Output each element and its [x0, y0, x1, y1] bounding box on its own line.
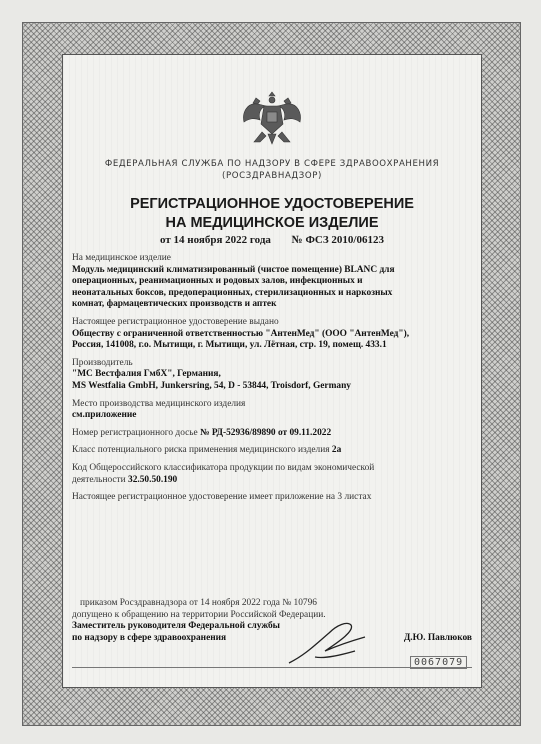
signer-name: Д.Ю. Павлюков: [403, 632, 472, 643]
device-line: комнат, фармацевтических производств и аптек: [72, 299, 277, 310]
okpd-code: 32.50.50.190: [128, 474, 178, 485]
device-line: операционных, реанимационных и родовых залов, инфекционных и: [72, 276, 363, 287]
order-line: приказом Росздравнадзора от 14 ноября 2022 года № 10796: [80, 598, 317, 608]
agency-name: ФЕДЕРАЛЬНАЯ СЛУЖБА ПО НАДЗОРУ В СФЕРЕ ЗДРАВООХРАНЕНИЯ: [104, 159, 440, 169]
dossier-line: [72, 428, 472, 440]
device-line: неонатальных боксов, предоперационных, стерилизационных и наркозных: [72, 287, 393, 298]
signer-title: по надзору в сфере здравоохранения: [72, 632, 227, 643]
agency-heading: [72, 158, 472, 182]
issue-date-line: [72, 234, 472, 246]
production-value: см.приложение: [72, 410, 137, 421]
title-line-2: НА МЕДИЦИНСКОЕ ИЗДЕЛИЕ: [165, 215, 379, 231]
risk-class-label: Класс потенциального риска применения медицинского изделия: [72, 445, 330, 456]
signer-title: Заместитель руководителя Федеральной службы: [72, 621, 280, 632]
manufacturer-line: MS Westfalia GmbH, Junkersring, 54, D - 53844, Troisdorf, Germany: [72, 380, 351, 391]
manufacturer-line: "МС Вестфалия ГмбХ", Германия,: [72, 369, 221, 380]
risk-class-line: [72, 445, 472, 457]
holder-line: Россия, 141008, г.о. Мытищи, г. Мытищи, ул. Лётная, стр. 19, помещ. 433.1: [72, 340, 387, 351]
okpd-label-cont: деятельности: [72, 474, 126, 485]
signature-scribble: [285, 615, 375, 670]
okpd-label: Код Общероссийского классификатора продукции по видам экономической: [72, 462, 375, 473]
device-line: Модуль медицинский климатизированный (чистое помещение) BLANC для: [72, 264, 395, 275]
serial-number: 0067079: [410, 656, 467, 669]
production-label: Место производства медицинского изделия: [72, 398, 246, 409]
certificate-details: [72, 253, 472, 504]
order-line: допущено к обращению на территории Российской Федерации.: [72, 609, 326, 620]
device-label: На медицинское изделие: [72, 253, 171, 263]
dossier-value: № РД-52936/89890 от 09.11.2022: [200, 427, 332, 438]
certificate-number: № ФСЗ 2010/06123: [291, 234, 384, 246]
double-headed-eagle-icon: [236, 82, 308, 154]
signer-row: [72, 633, 472, 645]
document-title: [72, 195, 472, 233]
appendix-note: Настоящее регистрационное удостоверение имеет приложение на 3 листах: [72, 492, 372, 503]
title-line-1: РЕГИСТРАЦИОННОЕ УДОСТОВЕРЕНИЕ: [130, 196, 414, 212]
dossier-label: Номер регистрационного досье: [72, 427, 198, 438]
footer: [72, 598, 472, 644]
holder-label: Настоящее регистрационное удостоверение выдано: [72, 316, 279, 327]
issue-date: от 14 ноября 2022 года: [160, 234, 271, 246]
holder-line: Обществу с ограниченной ответственностью "АнтенМед" (ООО "АнтенМед"),: [72, 328, 410, 339]
risk-class-value: 2а: [331, 445, 342, 456]
manufacturer-label: Производитель: [72, 357, 133, 368]
okpd-line: [72, 475, 472, 487]
agency-abbreviation: (РОСЗДРАВНАДЗОР): [222, 171, 322, 181]
